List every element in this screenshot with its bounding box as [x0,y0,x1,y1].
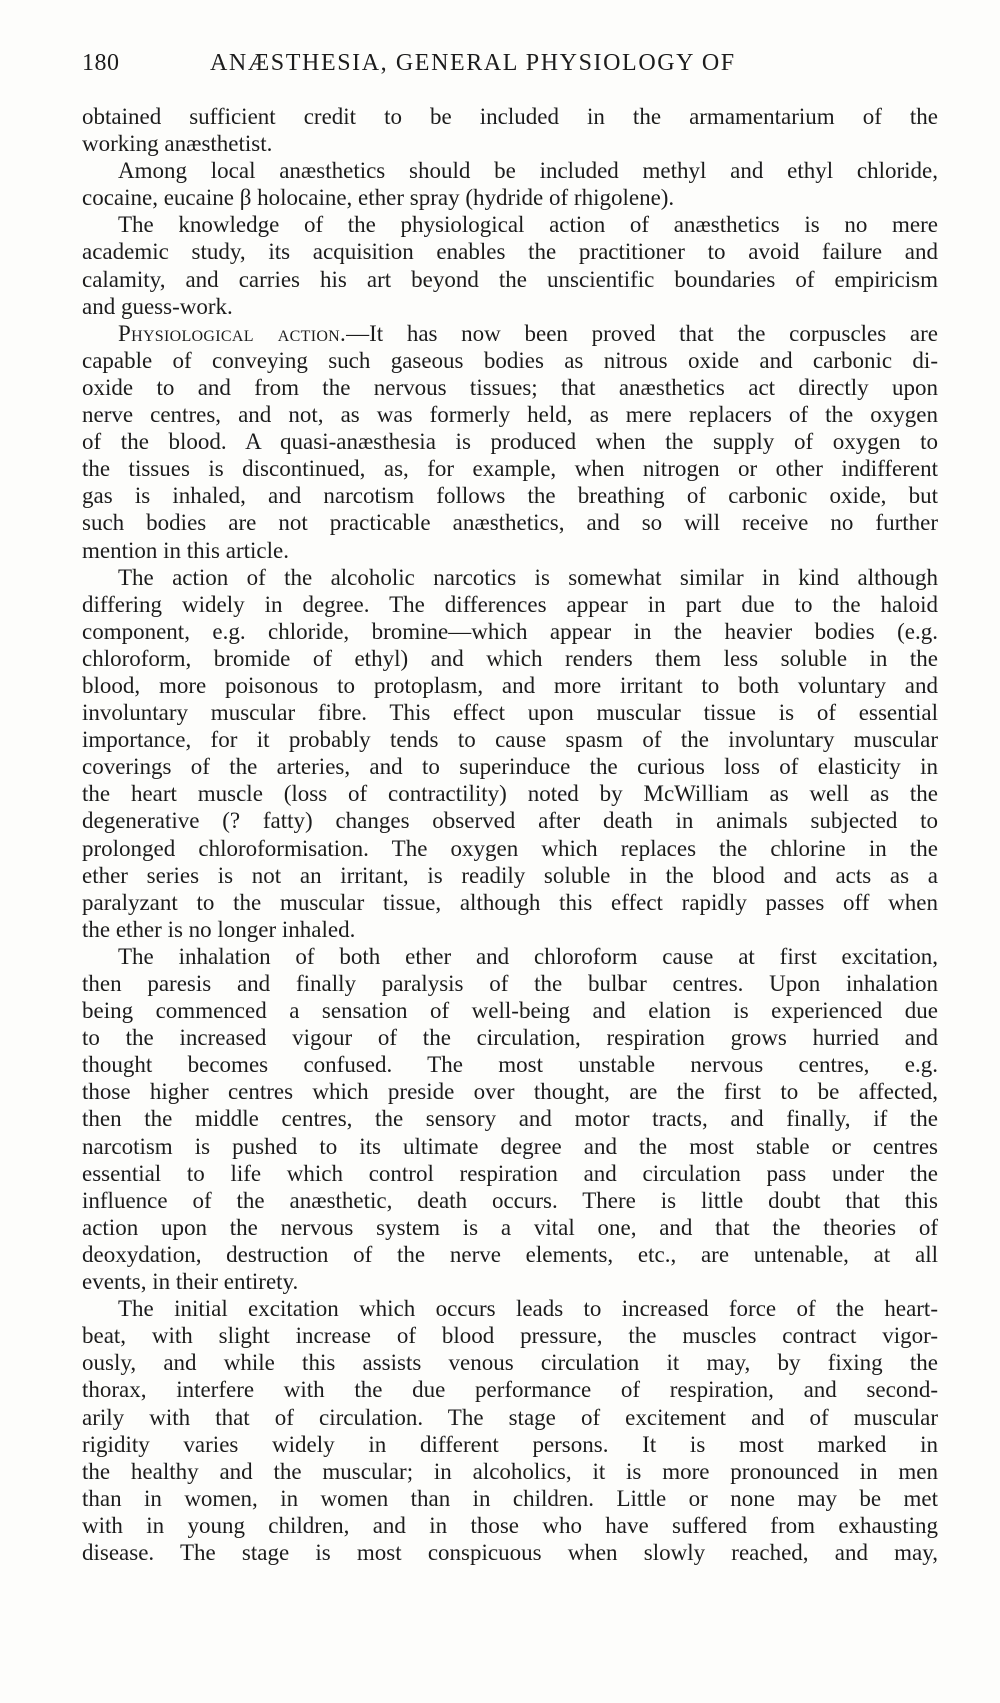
text-line: paralyzant to the muscular tissue, although this effect rapidly passes off when [82,889,938,915]
text-line: obtained sufficient credit to be included in the armamentarium of the [82,104,938,129]
text-line: then paresis and finally paralysis of the bulbar centres. Upon inhalation [82,971,938,996]
text-line: The initial excitation which occurs leads to increased force of the heart- [118,1296,938,1322]
text-line: arily with that of circulation. The stage of excitement and of muscular [82,1404,938,1430]
body-text [82,103,938,1566]
text-line: ously, and while this assists venous circulation it may, by fixing the [82,1350,938,1376]
text-line: capable of conveying such gaseous bodies as nitrous oxide and carbonic di- [82,347,938,373]
text-line: chloroform, bromide of ethyl) and which renders them less soluble in the [82,645,938,671]
text-line: differing widely in degree. The differences appear in part due to the haloid [82,591,938,617]
page-header [82,50,938,90]
text-line: and guess-work. [82,293,233,319]
text-line: deoxydation, destruction of the nerve elements, etc., are untenable, at all [82,1241,938,1267]
page-number: 180 [82,50,120,76]
text-line: beat, with slight increase of blood pressure, the muscles contract vigor- [82,1323,938,1349]
running-title: ANÆSTHESIA, GENERAL PHYSIOLOGY OF [210,50,736,76]
text-line: influence of the anæsthetic, death occurs. There is little doubt that this [82,1187,938,1213]
text-line: calamity, and carries his art beyond the unscientific boundaries of empiricism [82,266,938,292]
text-line: component, e.g. chloride, bromine—which appear in the heavier bodies (e.g. [82,618,938,644]
text-line: those higher centres which preside over thought, are the first to be affected, [82,1079,938,1105]
text-line: thought becomes confused. The most unstable nervous centres, e.g. [82,1052,938,1078]
text-line: such bodies are not practicable anæsthetics, and so will receive no further [82,510,938,536]
text-line [82,320,938,347]
text-line: mention in this article. [82,537,289,563]
text-line: events, in their entirety. [82,1269,299,1295]
text-line: action upon the nervous system is a vital one, and that the theories of [82,1214,938,1240]
text-line: the healthy and the muscular; in alcoholics, it is more pronounced in men [82,1458,938,1484]
text-line: essential to life which control respiration and circulation pass under the [82,1160,938,1186]
paragraph [82,1295,938,1566]
text-line: nerve centres, and not, as was formerly held, as mere replacers of the oxygen [82,402,938,428]
text-line: coverings of the arteries, and to superinduce the curious loss of elasticity in [82,754,938,780]
text-line: rigidity varies widely in different persons. It is most marked in [82,1431,938,1457]
text-line: involuntary muscular fibre. This effect upon muscular tissue is of essential [82,700,938,726]
text-line: cocaine, eucaine β holocaine, ether spray (hydride of rhigolene). [82,185,675,211]
text-fragment: —It has now been proved that the corpuscles are [346,320,938,346]
paragraph [82,157,938,211]
text-line: thorax, interfere with the due performance of respiration, and second- [82,1377,938,1403]
text-line: the heart muscle (loss of contractility) noted by McWilliam as well as the [82,781,938,807]
text-line: narcotism is pushed to its ultimate degree and the most stable or centres [82,1133,938,1159]
text-line: with in young children, and in those who have suffered from exhausting [82,1512,938,1538]
text-line: oxide to and from the nervous tissues; that anæsthetics act directly upon [82,374,938,400]
text-line: working anæsthetist. [82,131,273,157]
text-line: than in women, in women than in children. Little or none may be met [82,1485,938,1511]
paragraph [82,211,938,319]
text-line: being commenced a sensation of well-being and elation is experienced due [82,998,938,1024]
paragraph [82,103,938,157]
text-line: degenerative (? fatty) changes observed after death in animals subjected to [82,808,938,834]
text-line: to the increased vigour of the circulation, respiration grows hurried and [82,1025,938,1051]
text-line: importance, for it probably tends to cause spasm of the involuntary muscular [82,727,938,753]
text-line: Among local anæsthetics should be included methyl and ethyl chloride, [118,158,938,184]
text-line: disease. The stage is most conspicuous when slowly reached, and may, [82,1539,938,1565]
text-line: prolonged chloroformisation. The oxygen which replaces the chlorine in the [82,835,938,861]
text-line: ether series is not an irritant, is readily soluble in the blood and acts as a [82,862,938,888]
text-line: of the blood. A quasi-anæsthesia is produced when the supply of oxygen to [82,429,938,455]
text-line: gas is inhaled, and narcotism follows the breathing of carbonic oxide, but [82,483,938,509]
text-line: then the middle centres, the sensory and motor tracts, and finally, if the [82,1106,938,1132]
text-line: the tissues is discontinued, as, for example, when nitrogen or other indifferent [82,456,938,482]
text-line: The knowledge of the physiological action of anæsthetics is no mere [118,212,938,238]
paragraph [82,564,938,943]
section-heading: Physiological action. [118,320,347,346]
paragraph [82,943,938,1295]
text-line: academic study, its acquisition enables the practitioner to avoid failure and [82,239,938,265]
text-line: blood, more poisonous to protoplasm, and more irritant to both voluntary and [82,672,938,698]
text-line: The action of the alcoholic narcotics is somewhat similar in kind although [118,564,938,590]
paragraph [82,320,938,564]
text-line: The inhalation of both ether and chloroform cause at first excitation, [118,943,938,969]
text-line: the ether is no longer inhaled. [82,916,356,942]
